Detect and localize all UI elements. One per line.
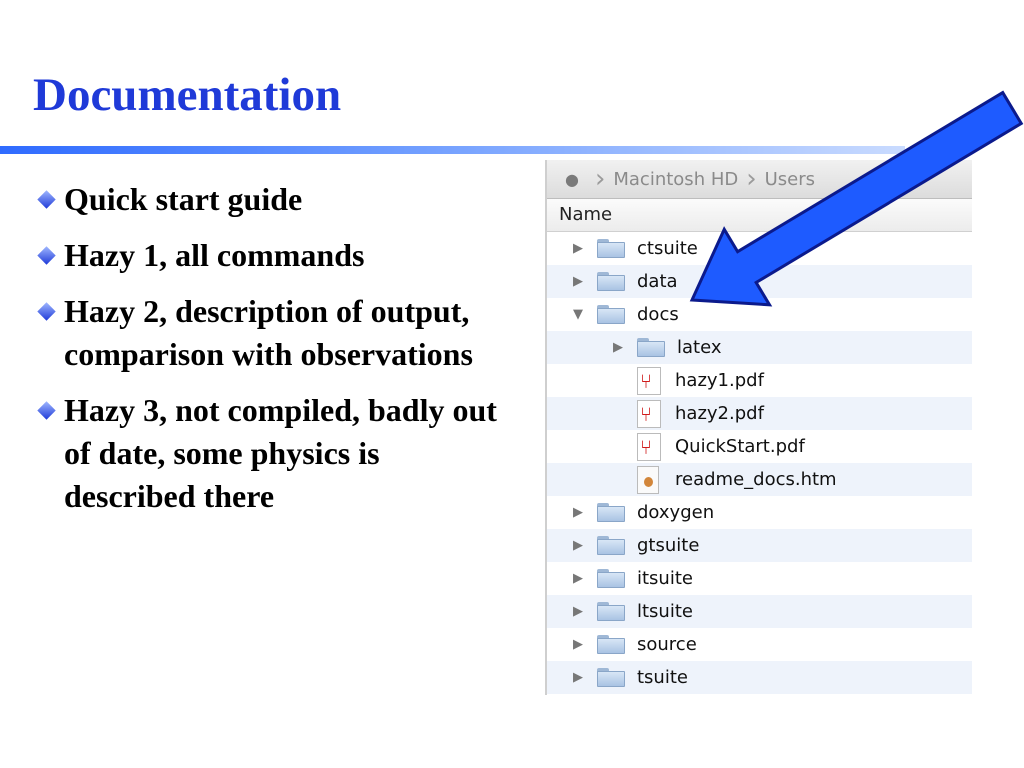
disclosure-triangle-icon[interactable]: ▶ [573,571,583,586]
pointer-arrow [692,93,1021,305]
path-separator: › [594,164,606,194]
column-header-name[interactable]: Name [547,199,972,232]
disclosure-triangle-icon[interactable]: ▶ [573,604,583,619]
path-separator: › [746,164,757,194]
list-item-label: doxygen [637,502,715,523]
list-item-label: QuickStart.pdf [675,436,805,457]
bullet-text: Hazy 2, description of output, comparison with observations [64,293,473,372]
disclosure-triangle-icon[interactable]: ▶ [573,274,583,289]
path-item-macintosh-hd[interactable]: Macintosh HD [613,168,739,190]
list-item-label: gtsuite [637,535,700,556]
disclosure-triangle-icon[interactable]: ▶ [573,505,583,520]
bullet-text: Hazy 1, all commands [64,237,365,273]
list-item-label: tsuite [637,667,688,688]
bullet-text: Quick start guide [64,181,303,217]
disclosure-triangle-icon[interactable]: ▶ [613,340,623,355]
path-item-users[interactable]: Users [764,168,816,190]
list-item-label: ctsuite [637,238,698,259]
disclosure-triangle-icon[interactable]: ▶ [573,670,583,685]
disclosure-triangle-icon[interactable]: ▶ [573,241,583,256]
disclosure-triangle-icon[interactable]: ▶ [573,538,583,553]
disclosure-triangle-icon[interactable]: ▶ [573,637,583,652]
bullet-text: Hazy 3, not compiled, badly out of date, some physics is described there [64,392,497,514]
list-item-label: hazy2.pdf [675,403,764,424]
list-item-label: source [637,634,697,655]
apple-icon: ● [565,169,579,189]
list-item-label: latex [677,337,722,358]
list-item-label: ltsuite [637,601,693,622]
list-item-label: readme_docs.htm [675,469,837,490]
list-item-label: docs [637,304,679,325]
list-item-label: data [637,271,678,292]
list-item-label: hazy1.pdf [675,370,764,391]
disclosure-triangle-expanded-icon[interactable]: ▼ [573,307,583,322]
list-item-label: itsuite [637,568,693,589]
slide-title: Documentation [33,69,342,121]
